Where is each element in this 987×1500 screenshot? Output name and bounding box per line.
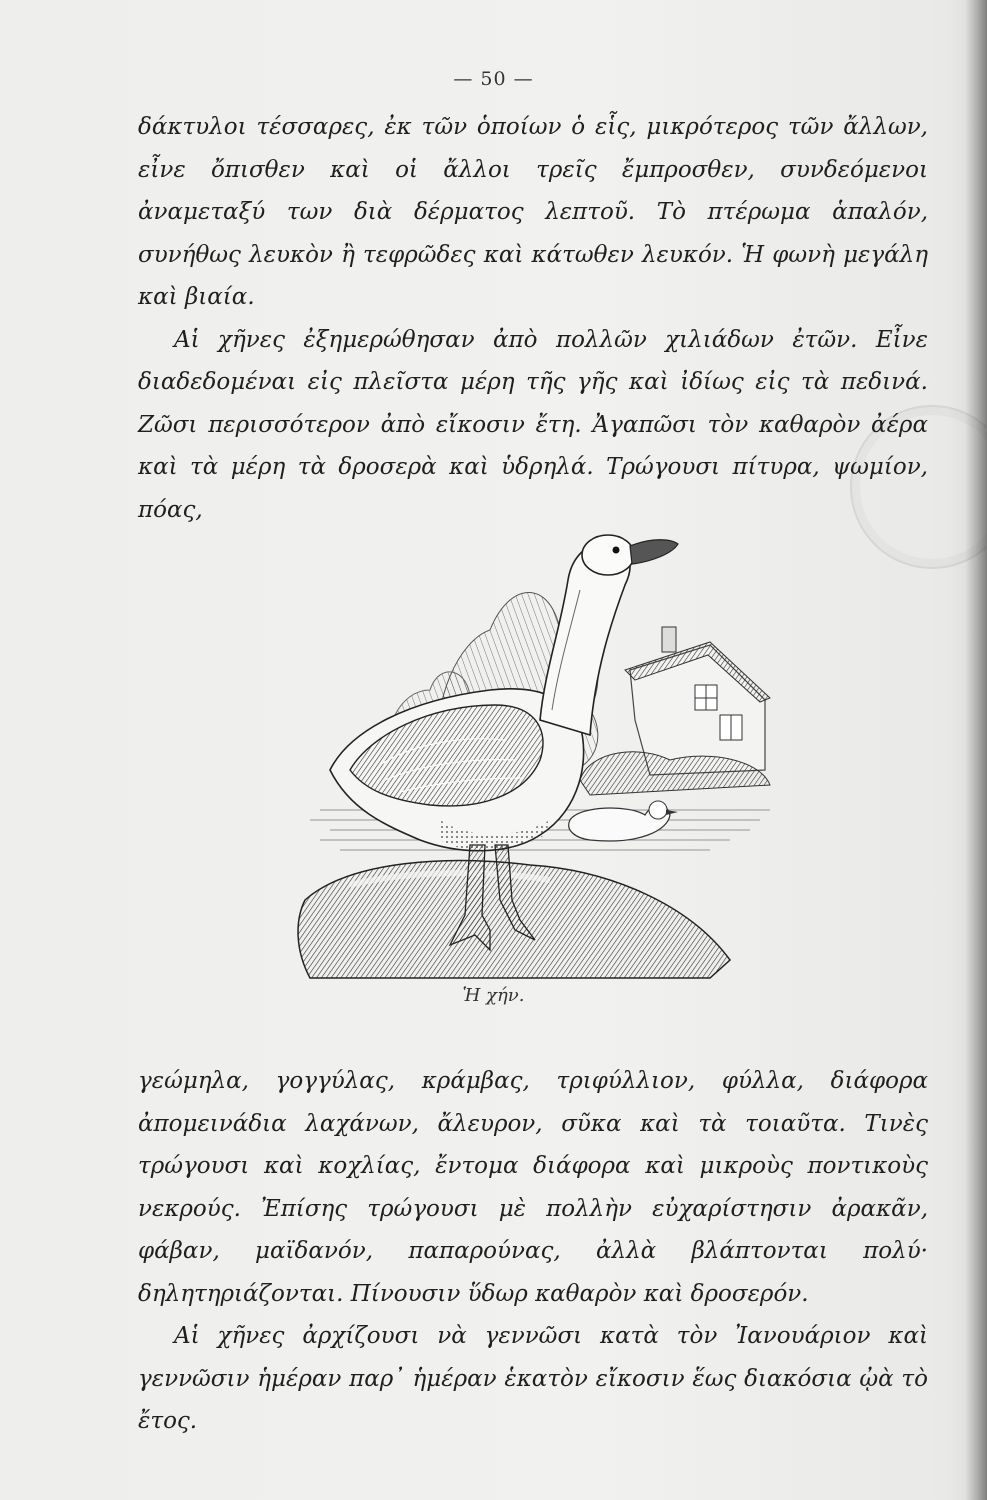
paragraph: Αἱ χῆνες ἐξημερώθησαν ἀπὸ πολλῶν χιλιάδων ἐτῶν. Εἶνε διαδεδομέναι εἰς πλεῖστα μέρη τῆς γῆς καὶ ἰδίως εἰς τὰ πεδινά. Ζῶσι περισσότερον ἀπὸ εἴκοσιν ἔτη. Ἀγαπῶσι τὸν καθαρὸν ἀέρα καὶ τὰ μέρη τὰ δροσερὰ καὶ ὑδρηλά. Τρώγουσι πίτυρα, ψωμίον, πόας, — [138, 326, 928, 523]
paragraph: γεώμηλα, γογγύλας, κράμβας, τριφύλλιον, φύλλα, διάφορα ἀπομεινάδια λαχάνων, ἄλευρον, σῦκα καὶ τὰ τοιαῦτα. Τινὲς τρώγουσι καὶ κοχλίας, ἔντομα διάφορα καὶ μικροὺς ποντικοὺς νεκρούς. Ἐπίσης τρώγουσι μὲ πολλὴν εὐχαρίστησιν ἀρακᾶν, φάβαν, μαϊδανόν, παπαρούνας, ἀλλὰ βλάπτονται πολύ· δηλητηριάζονται. Πίνουσιν ὕδωρ καθαρὸν καὶ δροσερόν. — [138, 1068, 928, 1307]
paragraph: δάκτυλοι τέσσαρες, ἐκ τῶν ὁποίων ὁ εἷς, μικρότερος τῶν ἄλλων, εἶνε ὄπισθεν καὶ οἱ ἄλλοι τρεῖς ἔμπροσθεν, συνδεόμενοι ἀναμεταξύ των διὰ δέρματος λεπτοῦ. Τὸ πτέρωμα ἁπαλόν, συνήθως λευκὸν ἢ τεφρῶδες καὶ κάτωθεν λευκόν. Ἡ φωνὴ μεγάλη καὶ βιαία. — [138, 114, 928, 310]
text-block-top — [138, 106, 928, 531]
page-number: — 50 — — [453, 68, 534, 90]
figure-caption: Ἡ χήν. — [462, 985, 525, 1006]
duck-icon — [569, 801, 678, 841]
text-block-bottom — [138, 1060, 928, 1443]
paragraph: Αἱ χῆνες ἀρχίζουσι νὰ γεννῶσι κατὰ τὸν Ἰανουάριον καὶ γεννῶσιν ἡμέραν παρ᾽ ἡμέραν ἑκατὸν εἴκοσιν ἕως διακόσια ᾠὰ τὸ ἔτος. — [138, 1323, 928, 1434]
page-edge-shadow — [965, 0, 987, 1500]
goose-engraving-icon — [290, 520, 780, 980]
